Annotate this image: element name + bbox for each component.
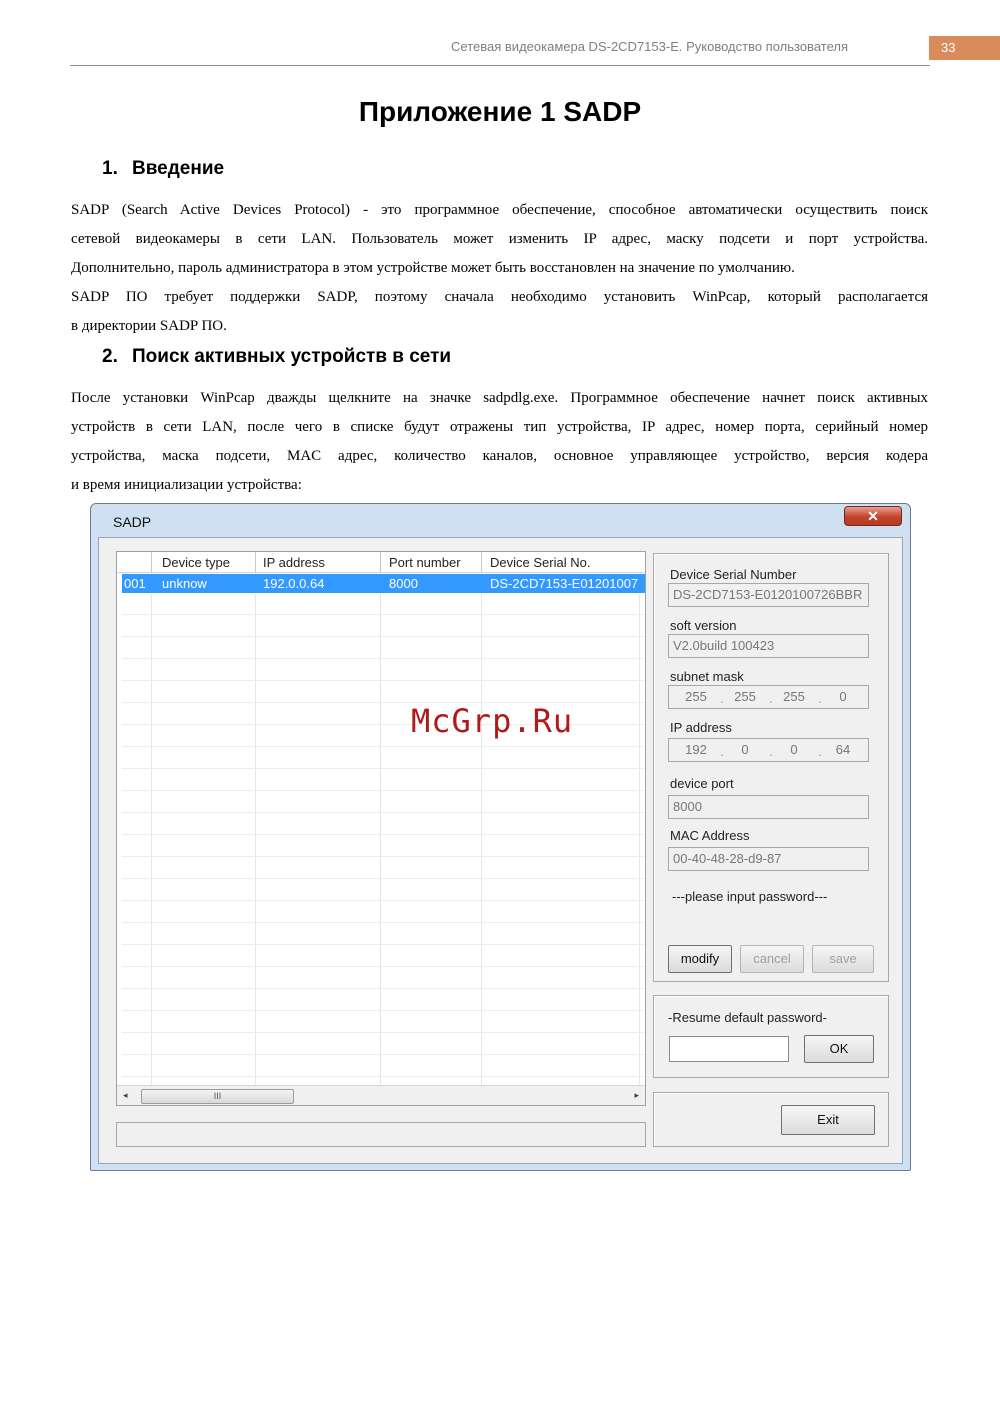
ip-octet: 64 [835,742,851,757]
winpcap-paragraph [71,283,928,341]
watermark: McGrp.Ru [411,702,574,740]
password-hint: ---please input password--- [672,889,828,904]
grid-line [122,878,646,879]
column-separator [380,552,381,573]
scroll-thumb[interactable]: III [141,1089,294,1104]
grid-line [122,658,646,659]
modify-button[interactable]: modify [668,945,732,973]
column-ip-address[interactable]: IP address [263,555,325,570]
column-serial-no[interactable]: Device Serial No. [490,555,591,570]
section-2-title: Поиск активных устройств в сети [132,346,452,367]
grid-line [151,594,152,1086]
grid-line [122,900,646,901]
grid-line [122,746,646,747]
device-port-field[interactable]: 8000 [668,795,869,819]
grid-line [122,966,646,967]
grid-line [122,922,646,923]
subnet-mask-label: subnet mask [670,669,744,684]
column-port-number[interactable]: Port number [389,555,461,570]
device-list[interactable] [116,551,646,1106]
page-title: Приложение 1 SADP [358,96,642,127]
mask-octet: 255 [734,689,756,704]
grid-line [122,1076,646,1077]
grid-line [380,594,381,1086]
search-paragraph [71,384,928,500]
row-device-type: unknow [162,576,207,591]
running-title: Сетевая видеокамера DS-2CD7153-E. Руководство пользователя [451,39,848,54]
exit-button[interactable]: Exit [781,1105,875,1135]
ip-address-field[interactable] [668,738,869,762]
search-line: После установки WinPcap дважды щелкните на значке sadpdlg.exe. Программное обеспечение начнет поиск активных [71,390,928,406]
subnet-mask-field[interactable] [668,685,869,709]
column-device-type[interactable]: Device type [162,555,230,570]
section-2-number: 2. [102,346,118,367]
ip-octet: 0 [741,742,749,757]
intro-line: Дополнительно, пароль администратора в этом устройстве может быть восстановлен на значение по умолчанию. [71,260,795,276]
intro-line: SADP (Search Active Devices Protocol) - это программное обеспечение, способное автоматически осуществить поиск [71,202,928,218]
device-info-panel [653,553,889,982]
horizontal-scrollbar[interactable] [117,1085,645,1105]
ip-octet: 0 [790,742,798,757]
intro-line: сетевой видеокамеры в сети LAN. Пользователь может изменить IP адрес, маску подсети и порт устройства. [71,231,928,247]
row-port-number: 8000 [389,576,418,591]
grid-line [122,636,646,637]
window-title: SADP [113,514,152,530]
table-row[interactable] [122,574,646,593]
grid-line [481,594,482,1086]
soft-version-label: soft version [670,618,737,633]
grid-line [122,834,646,835]
mask-octet: 255 [783,689,805,704]
status-bar [116,1122,646,1147]
column-separator [481,552,482,573]
ip-address-label: IP address [670,720,732,735]
page-number: 33 [929,36,1000,60]
grid-line [122,944,646,945]
serial-number-label: Device Serial Number [670,567,797,582]
search-line: устройства, маска подсети, MAC адрес, количество каналов, основное управляющее устройство, версия кодера [71,448,928,464]
resume-password-label: -Resume default password- [668,1010,827,1025]
running-header [70,36,930,66]
search-line: устройств в сети LAN, после чего в списке будут отражены тип устройства, IP адрес, номер порта, серийный номер [71,419,928,435]
exit-panel [653,1092,889,1147]
grid-line [122,768,646,769]
close-button[interactable] [844,506,902,526]
sadp-window-screenshot [90,503,911,1171]
grid-line [122,856,646,857]
section-1-number: 1. [102,158,118,179]
octet-dot: . [818,691,822,706]
grid-line [122,790,646,791]
save-button[interactable]: save [812,945,874,973]
winpcap-line: в директории SADP ПО. [71,318,227,334]
octet-dot: . [720,691,724,706]
mask-octet: 0 [839,689,847,704]
mac-address-label: MAC Address [670,828,750,843]
window-client-area [98,537,903,1164]
ok-button[interactable]: OK [804,1035,874,1063]
device-port-label: device port [670,776,734,791]
winpcap-line: SADP ПО требует поддержки SADP, поэтому сначала необходимо установить WinPcap, который располагается [71,289,928,305]
octet-dot: . [769,691,773,706]
grid-line [122,988,646,989]
octet-dot: . [769,744,773,759]
row-index: 001 [124,576,146,591]
grid-line [255,594,256,1086]
row-serial-no: DS-2CD7153-E01201007 [490,576,639,591]
resume-password-panel [653,995,889,1078]
section-1-title: Введение [132,158,225,179]
grid-line [122,812,646,813]
intro-paragraph [71,196,928,283]
row-ip-address: 192.0.0.64 [263,576,325,591]
resume-password-input[interactable] [669,1036,789,1062]
column-separator [151,552,152,573]
serial-number-field[interactable]: DS-2CD7153-E0120100726BBR [668,583,869,607]
octet-dot: . [720,744,724,759]
close-icon: ✕ [867,508,879,524]
grid-line [122,1010,646,1011]
grid-line [639,594,640,1086]
grid-line [122,680,646,681]
scroll-right-icon[interactable]: ▸ [634,1090,639,1100]
device-list-header [117,552,646,573]
scroll-left-icon[interactable]: ◂ [123,1090,128,1100]
search-line: и время инициализации устройства: [71,477,302,493]
ip-octet: 192 [685,742,707,757]
mac-address-field[interactable]: 00-40-48-28-d9-87 [668,847,869,871]
grid-line [122,1032,646,1033]
soft-version-field[interactable]: V2.0build 100423 [668,634,869,658]
column-separator [255,552,256,573]
section-2-heading [102,346,451,368]
grid-line [122,1054,646,1055]
octet-dot: . [818,744,822,759]
cancel-button[interactable]: cancel [740,945,804,973]
section-1-heading [102,158,224,180]
grid-line [122,614,646,615]
mask-octet: 255 [685,689,707,704]
